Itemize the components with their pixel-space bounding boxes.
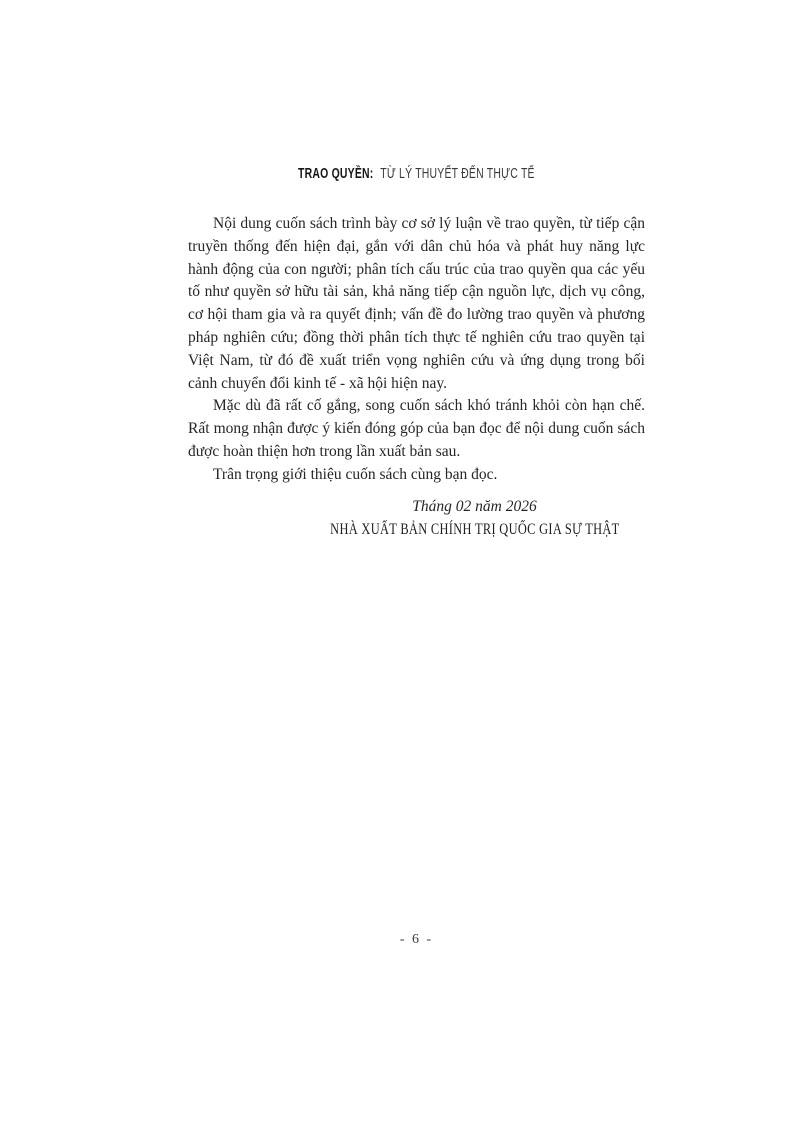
page-number: - 6 -: [399, 932, 434, 947]
paragraph-content-summary: Nội dung cuốn sách trình bày cơ sở lý luận về trao quyền, từ tiếp cận truyền thống đến hiện đại, gắn với dân chủ hóa và phát huy năng lực hành động của con người; phân tích cấu trúc của trao quyền qua các yếu tố như quyền sở hữu tài sản, khả năng tiếp cận nguồn lực, dịch vụ công, cơ hội tham gia và ra quyết định; vấn đề đo lường trao quyền và phương pháp nghiên cứu; đồng thời phân tích thực tế nghiên cứu trao quyền tại Việt Nam, từ đó đề xuất triển vọng nghiên cứu và ứng dụng trong bối cảnh chuyển đổi kinh tế - xã hội hiện nay.: [188, 215, 645, 392]
publisher-name: NHÀ XUẤT BẢN CHÍNH TRỊ QUỐC GIA SỰ THẬT: [329, 521, 620, 539]
running-header: [188, 166, 645, 182]
book-title: TRAO QUYỀN:: [298, 166, 374, 182]
paragraph-apology: Mặc dù đã rất cố gắng, song cuốn sách khó tránh khỏi còn hạn chế. Rất mong nhận được ý kiến đóng góp của bạn đọc để nội dung cuốn sách được hoàn thiện hơn trong lần xuất bản sau.: [188, 397, 645, 460]
page-content: [188, 166, 645, 542]
signature-block: [246, 496, 703, 543]
paragraph-closing: Trân trọng giới thiệu cuốn sách cùng bạn đọc.: [213, 465, 498, 483]
publication-date: Tháng 02 năm 2026: [412, 497, 537, 515]
publisher-line: [246, 518, 703, 542]
book-subtitle: TỪ LÝ THUYẾT ĐẾN THỰC TẾ: [380, 166, 535, 182]
running-header-text: [298, 166, 535, 182]
